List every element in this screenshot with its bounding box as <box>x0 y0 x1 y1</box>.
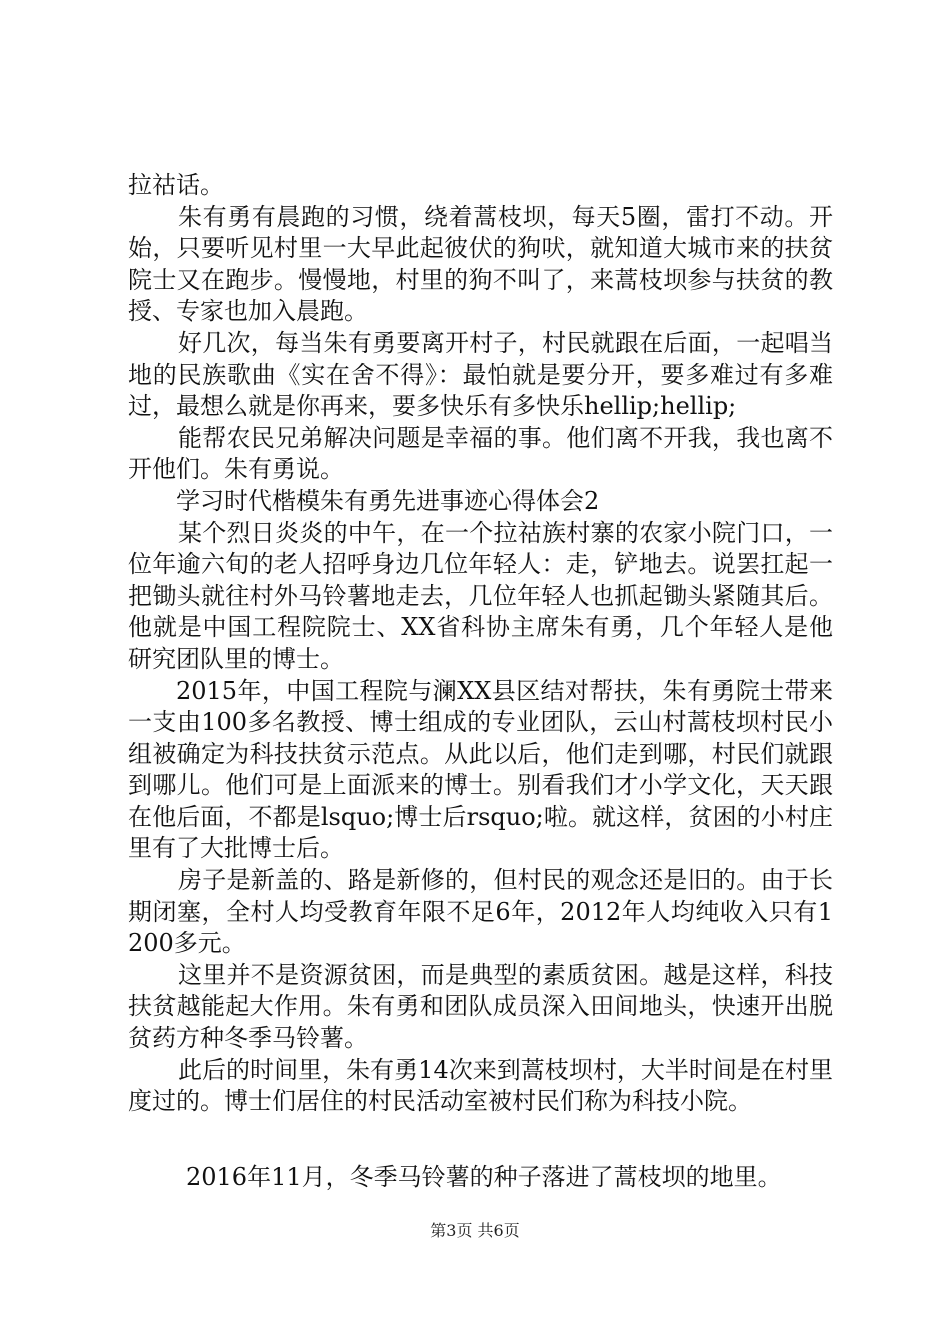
paragraph-gap <box>128 1118 833 1162</box>
paragraph: 2015年，中国工程院与澜XX县区结对帮扶，朱有勇院士带来一支由100多名教授、博士组成的专业团队，云山村蒿枝坝村民小组被确定为科技扶贫示范点。从此以后，他们走到哪，村民们就跟到哪儿。他们可是上面派来的博士。别看我们才小学文化，天天跟在他后面，不都是lsquo;博士后rsquo;啦。就这样，贫困的小村庄里有了大批博士后。 <box>128 676 833 863</box>
paragraph: 好几次，每当朱有勇要离开村子，村民就跟在后面，一起唱当地的民族歌曲《实在舍不得》：最怕就是要分开，要多难过有多难过，最想么就是你再来，要多快乐有多快乐hellip;hellip; <box>128 328 833 421</box>
paragraph: 某个烈日炎炎的中午，在一个拉祜族村寨的农家小院门口，一位年逾六旬的老人招呼身边几位年轻人：走，铲地去。说罢扛起一把锄头就往村外马铃薯地走去，几位年轻人也抓起锄头紧随其后。他就是中国工程院院士、XX省科协主席朱有勇，几个年轻人是他研究团队里的博士。 <box>128 518 833 673</box>
paragraph: 拉祜话。 <box>128 171 224 199</box>
section-heading: 学习时代楷模朱有勇先进事迹心得体会2 <box>176 486 600 515</box>
paragraph: 2016年11月，冬季马铃薯的种子落进了蒿枝坝的地里。 <box>186 1162 782 1191</box>
paragraph: 房子是新盖的、路是新修的，但村民的观念还是旧的。由于长期闭塞，全村人均受教育年限不足6年，2012年人均纯收入只有1200多元。 <box>128 866 833 958</box>
paragraph: 能帮农民兄弟解决问题是幸福的事。他们离不开我，我也离不开他们。朱有勇说。 <box>128 423 833 484</box>
paragraph: 这里并不是资源贫困，而是典型的素质贫困。越是这样，科技扶贫越能起大作用。朱有勇和团队成员深入田间地头，快速开出脱贫药方种冬季马铃薯。 <box>128 960 833 1053</box>
document-body <box>128 170 833 1193</box>
paragraph: 朱有勇有晨跑的习惯，绕着蒿枝坝，每天5圈，雷打不动。开始，只要听见村里一大早此起彼伏的狗吠，就知道大城市来的扶贫院士又在跑步。慢慢地，村里的狗不叫了，来蒿枝坝参与扶贫的教授、专家也加入晨跑。 <box>128 202 833 326</box>
paragraph: 此后的时间里，朱有勇14次来到蒿枝坝村，大半时间是在村里度过的。博士们居住的村民活动室被村民们称为科技小院。 <box>128 1055 833 1116</box>
page-number-footer: 第3页 共6页 <box>430 1221 520 1240</box>
